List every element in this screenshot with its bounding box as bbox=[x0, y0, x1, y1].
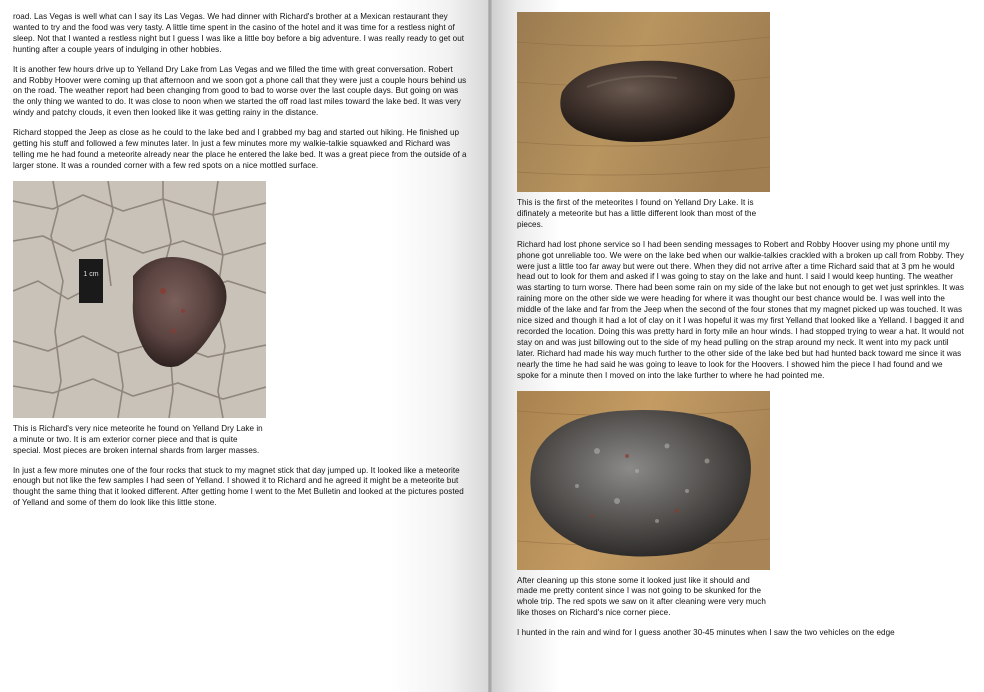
photo-richards-meteorite bbox=[13, 181, 266, 418]
left-photo-caption: This is Richard's very nice meteorite he found on Yelland Dry Lake in a minute or two. It is am exterior corner piece and that is quite special. Most pieces are broken internal shards from larger masses. bbox=[13, 423, 263, 455]
photo-first-meteorite bbox=[517, 12, 770, 192]
left-paragraph-1: road. Las Vegas is well what can I say its Las Vegas. We had dinner with Richard's brother at a Mexican restaurant they wanted to try and the food was very tasty. A little time spent in the casino of the hotel and it was time for a restless night of sleep. Not that I wanted a restless night but I guess I was like a little boy before a big adventure. I was really ready to get out hunting after a couple years of indulging in other hobbies. bbox=[13, 12, 465, 54]
scale-cube-label: 1 cm bbox=[83, 270, 99, 278]
right-photo-caption-2: After cleaning up this stone some it looked just like it should and made me pretty content since I was not going to be skunked for the whole trip. The red spots we saw on it after cleaning were very much like thoses on Richard's nice corner piece. bbox=[517, 575, 766, 618]
left-page bbox=[0, 0, 488, 692]
right-page bbox=[492, 0, 984, 692]
photo-cleaned-meteorite bbox=[517, 391, 770, 570]
left-paragraph-4: In just a few more minutes one of the four rocks that stuck to my magnet stick that day jumped up. It looked like a meteorite enough but not like the few samples I had seen of Yelland. I showed it to Richard and he agreed it might be a meteorite but thought the same thing that it looked different. After getting home I went to the Met Bulletin and looked at the pictures posted of Yelland and some of them do look like this little stone. bbox=[13, 465, 464, 508]
left-paragraph-2: It is another few hours drive up to Yelland Dry Lake from Las Vegas and we filled the time with great conversation. Robert and Robby Hoover were coming up that afternoon and we soon got a phone call that they were just a couple hours behind us on the road. The weather report had been changing from good to bad to worse over the last couple days. But going on was the only thing we wanted to do. It was close to noon when we started the off road last miles toward the lake bed. It was very windy and patchy clouds, it even then looked like it was getting rainy in the distance. bbox=[13, 64, 467, 118]
right-paragraph-1: Richard had lost phone service so I had been sending messages to Robert and Robby Hoover using my phone until my phone got unreliable too. We were on the lake bed when our walkie-talkies crackled with a broken up call from Robby. They were just a little too far away but were out there. When they did not arrive after a time Richard said that at 3 pm he would head out to look for them and asked if I was going to stay on the lake and hunt. I said I would keep hunting. The weather was starting to turn worse. There had been some rain on my side of the lake but not enough to get wet just sprinkles. It was raining more on the other side we were heading for where it was thought our best chance would be. I was well into the middle of the lake and far from the Jeep when the second of the four stones that my magnet picked up was touched. It was nice sized and though it had a lot of clay on it I was hopeful it was my first Yelland that looked like a Yelland. I bagged it and recorded the location. Doing this was pretty hard in forty mile an hour winds. I had stopped trying to wear a hat. It would not stay on and was just billowing out to the side of my head pulling on the strap around my neck. It went into my pack until later. Richard had made his way much further to the other side of the lake bed but had hunted back toward me since it was nearly the time he had said he was going to leave to look for the Hoovers. I showed him the piece I had found and we spoke for a minute then I moved on into the lake further to where he had pointed me. bbox=[517, 239, 964, 380]
left-paragraph-3: Richard stopped the Jeep as close as he could to the lake bed and I grabbed my bag and started out hiking. He finished up getting his stuff and followed a few minutes later. In just a few minutes more my walkie-talkie squawked and Richard was telling me he had found a meteorite already near the place he entered the lake bed. It was a great piece from the outside of a larger stone. It was a rounded corner with a few red spots on a nice mottled surface. bbox=[13, 128, 467, 170]
right-photo-caption-1: This is the first of the meteorites I found on Yelland Dry Lake. It is difinately a meteorite but has a little different look than most of the pieces. bbox=[517, 198, 757, 229]
right-paragraph-2: I hunted in the rain and wind for I guess another 30-45 minutes when I saw the two vehicles on the edge bbox=[517, 628, 895, 638]
